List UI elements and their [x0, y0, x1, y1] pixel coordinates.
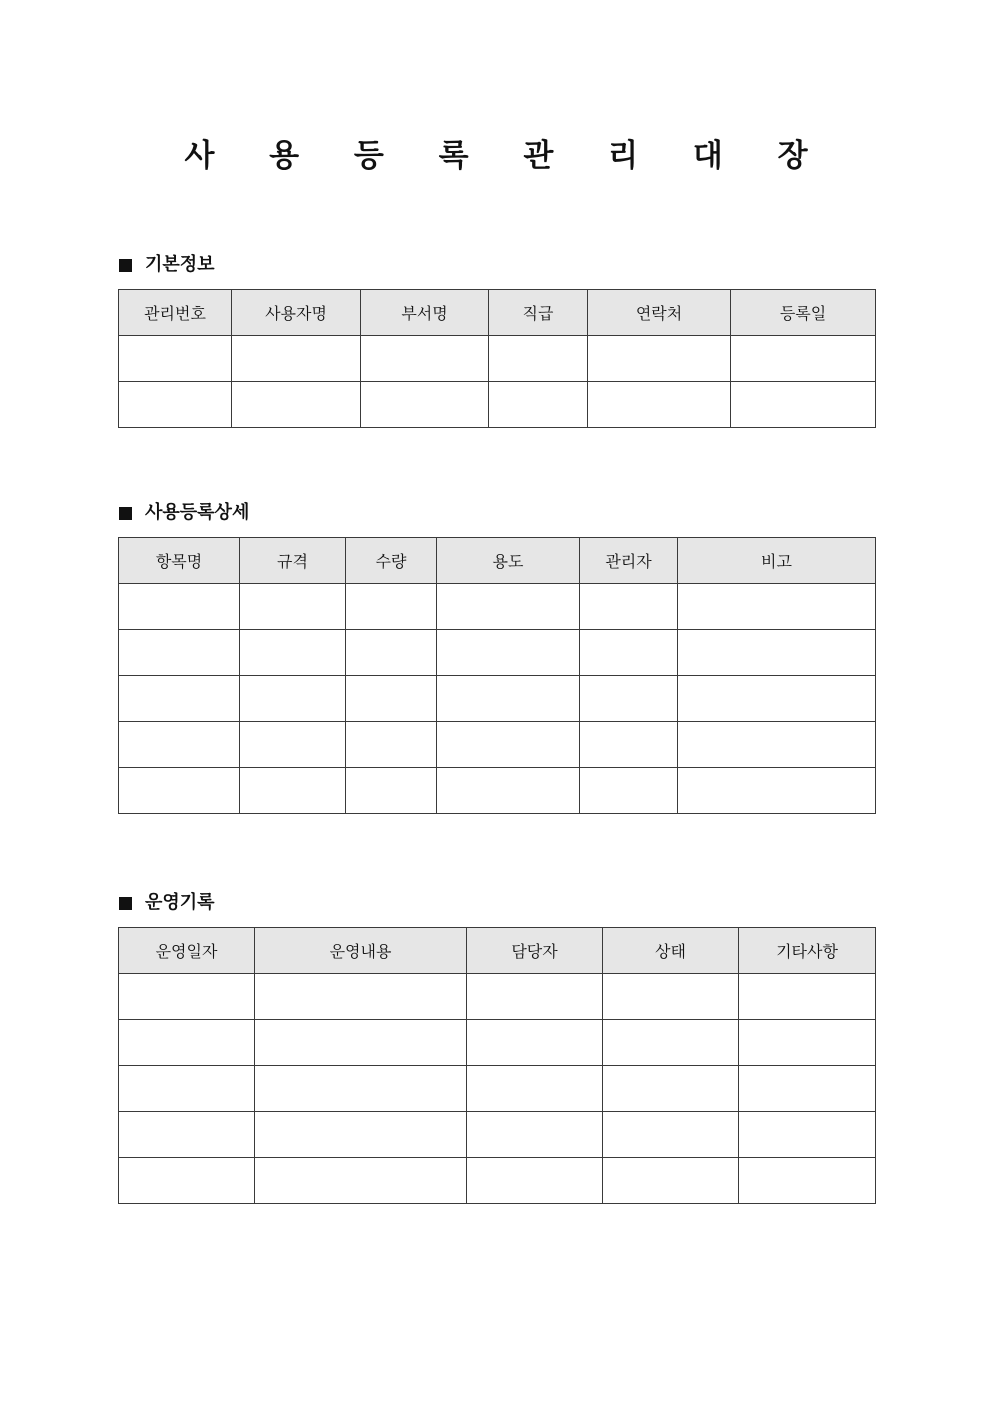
- table-cell[interactable]: [603, 1020, 739, 1066]
- table-cell[interactable]: [240, 630, 346, 676]
- table-cell[interactable]: [588, 382, 731, 428]
- table-cell[interactable]: [119, 1066, 255, 1112]
- table-cell[interactable]: [580, 676, 678, 722]
- section-heading-label: 기본정보: [145, 254, 215, 275]
- table-cell[interactable]: [489, 336, 588, 382]
- basic-info-table: [118, 289, 876, 428]
- table-cell[interactable]: [240, 722, 346, 768]
- column-header: 항목명: [119, 538, 240, 584]
- table-cell[interactable]: [603, 1158, 739, 1204]
- table-header-row: [119, 290, 876, 336]
- table-cell[interactable]: [119, 584, 240, 630]
- table-header-row: [119, 538, 876, 584]
- section-heading-operation-log: [119, 891, 215, 915]
- table-row: [119, 1020, 876, 1066]
- section-heading-registration-detail: [119, 501, 249, 525]
- square-bullet-icon: [119, 259, 132, 272]
- table-cell[interactable]: [119, 630, 240, 676]
- table-cell[interactable]: [603, 1066, 739, 1112]
- table-cell[interactable]: [739, 1066, 876, 1112]
- table-row: [119, 768, 876, 814]
- table-cell[interactable]: [346, 722, 437, 768]
- table-cell[interactable]: [580, 584, 678, 630]
- table-cell[interactable]: [119, 382, 232, 428]
- table-cell[interactable]: [119, 1158, 255, 1204]
- table-row: [119, 382, 876, 428]
- table-cell[interactable]: [678, 722, 876, 768]
- table-row: [119, 974, 876, 1020]
- column-header: 상태: [603, 928, 739, 974]
- table-cell[interactable]: [437, 630, 580, 676]
- table-row: [119, 1066, 876, 1112]
- table-row: [119, 336, 876, 382]
- table-cell[interactable]: [731, 382, 876, 428]
- table-cell[interactable]: [580, 630, 678, 676]
- table-cell[interactable]: [467, 974, 603, 1020]
- table-cell[interactable]: [489, 382, 588, 428]
- table-row: [119, 1112, 876, 1158]
- table-cell[interactable]: [255, 1112, 467, 1158]
- table-cell[interactable]: [467, 1112, 603, 1158]
- table-cell[interactable]: [437, 584, 580, 630]
- column-header: 부서명: [361, 290, 489, 336]
- table-cell[interactable]: [437, 676, 580, 722]
- table-cell[interactable]: [739, 1158, 876, 1204]
- table-cell[interactable]: [119, 1112, 255, 1158]
- table-cell[interactable]: [255, 1066, 467, 1112]
- registration-detail-table: [118, 537, 876, 814]
- table-cell[interactable]: [119, 676, 240, 722]
- table-cell[interactable]: [346, 768, 437, 814]
- column-header: 운영일자: [119, 928, 255, 974]
- section-heading-basic-info: [119, 253, 215, 277]
- table-cell[interactable]: [588, 336, 731, 382]
- column-header: 직급: [489, 290, 588, 336]
- table-cell[interactable]: [232, 336, 361, 382]
- table-cell[interactable]: [119, 336, 232, 382]
- table-cell[interactable]: [467, 1020, 603, 1066]
- column-header: 운영내용: [255, 928, 467, 974]
- column-header: 규격: [240, 538, 346, 584]
- table-cell[interactable]: [240, 768, 346, 814]
- table-cell[interactable]: [678, 584, 876, 630]
- column-header: 관리번호: [119, 290, 232, 336]
- table-cell[interactable]: [739, 974, 876, 1020]
- table-cell[interactable]: [580, 722, 678, 768]
- table-cell[interactable]: [361, 382, 489, 428]
- column-header: 수량: [346, 538, 437, 584]
- table-row: [119, 676, 876, 722]
- table-cell[interactable]: [255, 1020, 467, 1066]
- table-cell[interactable]: [467, 1066, 603, 1112]
- table-row: [119, 722, 876, 768]
- section-heading-label: 운영기록: [145, 892, 215, 913]
- section-heading-label: 사용등록상세: [145, 502, 250, 523]
- table-cell[interactable]: [731, 336, 876, 382]
- table-cell[interactable]: [678, 676, 876, 722]
- column-header: 등록일: [731, 290, 876, 336]
- table-cell[interactable]: [119, 974, 255, 1020]
- column-header: 연락처: [588, 290, 731, 336]
- table-cell[interactable]: [346, 676, 437, 722]
- table-cell[interactable]: [346, 630, 437, 676]
- column-header: 관리자: [580, 538, 678, 584]
- table-cell[interactable]: [361, 336, 489, 382]
- column-header: 비고: [678, 538, 876, 584]
- table-cell[interactable]: [119, 1020, 255, 1066]
- table-cell[interactable]: [580, 768, 678, 814]
- table-header-row: [119, 928, 876, 974]
- table-cell[interactable]: [346, 584, 437, 630]
- column-header: 사용자명: [232, 290, 361, 336]
- document-title: 사 용 등 록 관 리 대 장: [184, 138, 830, 174]
- table-cell[interactable]: [240, 584, 346, 630]
- table-cell[interactable]: [467, 1158, 603, 1204]
- square-bullet-icon: [119, 507, 132, 520]
- table-cell[interactable]: [437, 768, 580, 814]
- table-cell[interactable]: [119, 768, 240, 814]
- table-cell[interactable]: [603, 974, 739, 1020]
- column-header: 담당자: [467, 928, 603, 974]
- table-cell[interactable]: [739, 1112, 876, 1158]
- table-cell[interactable]: [437, 722, 580, 768]
- table-cell[interactable]: [255, 1158, 467, 1204]
- table-cell[interactable]: [232, 382, 361, 428]
- table-cell[interactable]: [678, 768, 876, 814]
- table-cell[interactable]: [240, 676, 346, 722]
- table-row: [119, 584, 876, 630]
- table-cell[interactable]: [603, 1112, 739, 1158]
- table-cell[interactable]: [119, 722, 240, 768]
- operation-log-table: [118, 927, 876, 1204]
- table-cell[interactable]: [255, 974, 467, 1020]
- column-header: 용도: [437, 538, 580, 584]
- column-header: 기타사항: [739, 928, 876, 974]
- table-row: [119, 1158, 876, 1204]
- table-cell[interactable]: [678, 630, 876, 676]
- table-row: [119, 630, 876, 676]
- table-cell[interactable]: [739, 1020, 876, 1066]
- square-bullet-icon: [119, 897, 132, 910]
